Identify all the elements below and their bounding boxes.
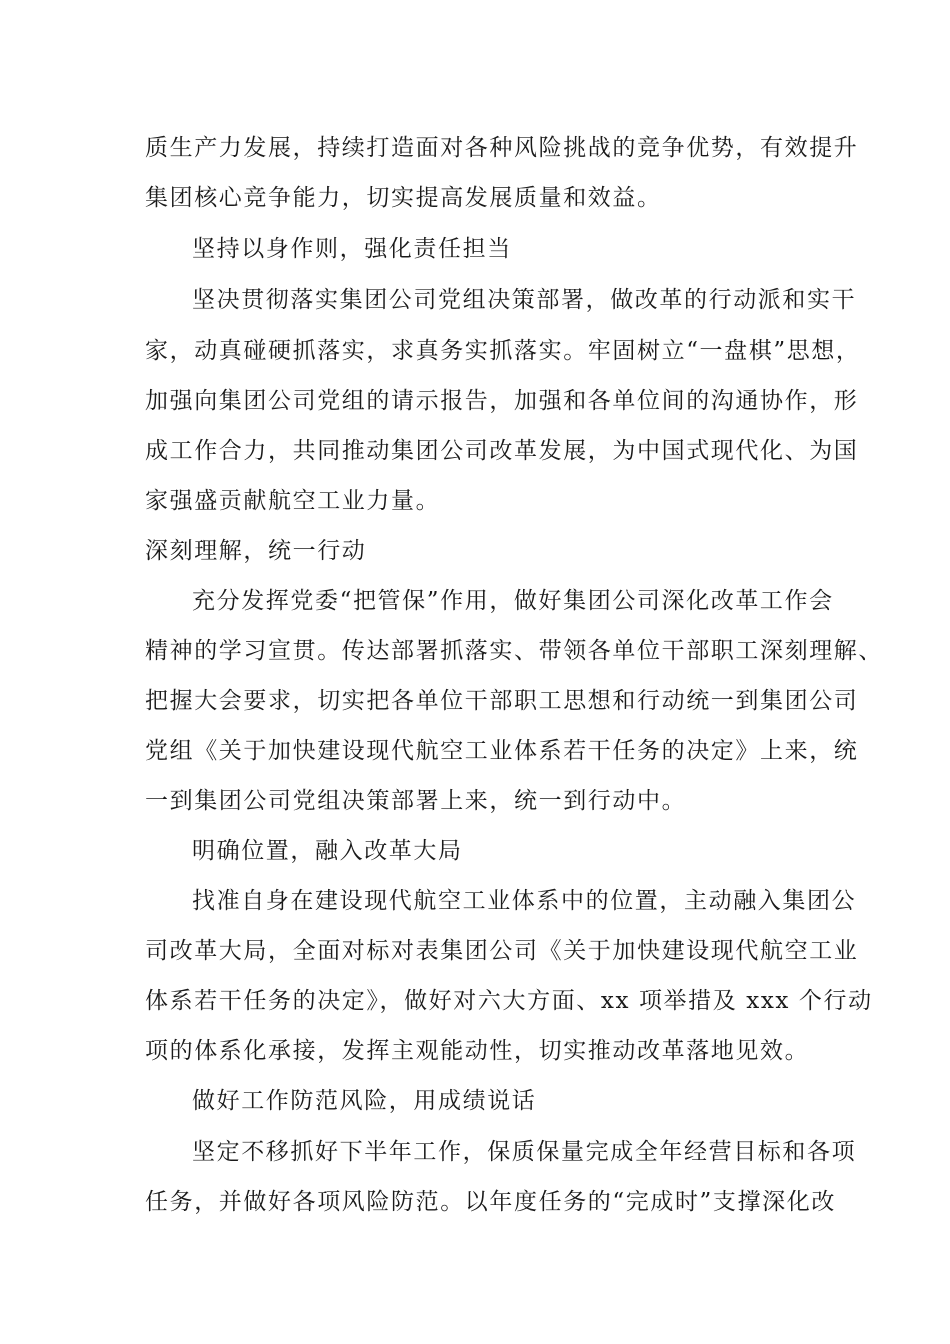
paragraph-first-line: 找准自身在建设现代航空工业体系中的位置，主动融入集团公	[192, 888, 857, 914]
section-heading: 明确位置，融入改革大局	[192, 838, 463, 864]
body-text-line: 家强盛贡献航空工业力量。	[145, 488, 441, 514]
body-text-line: 成工作合力，共同推动集团公司改革发展，为中国式现代化、为国	[145, 438, 859, 464]
paragraph-first-line: 坚决贯彻落实集团公司党组决策部署，做改革的行动派和实干	[192, 287, 857, 313]
body-text-line: 把握大会要求，切实把各单位干部职工思想和行动统一到集团公司	[145, 688, 859, 714]
body-text-line: 任务，并做好各项风险防范。以年度任务的“完成时”支撑深化改	[145, 1189, 836, 1215]
body-text-line: 项的体系化承接，发挥主观能动性，切实推动改革落地见效。	[145, 1038, 810, 1064]
body-text-line: 司改革大局，全面对标对表集团公司《关于加快建设现代航空工业	[145, 938, 859, 964]
body-text-line: 精神的学习宣贯。传达部署抓落实、带领各单位干部职工深刻理解、	[145, 638, 883, 664]
body-text-line: 家，动真碰硬抓落实，求真务实抓落实。牢固树立“一盘棋”思想，	[145, 338, 861, 364]
section-heading: 深刻理解，统一行动	[145, 538, 367, 564]
body-text-line: 加强向集团公司党组的请示报告，加强和各单位间的沟通协作，形	[145, 388, 859, 414]
body-text-line: 集团核心竞争能力，切实提高发展质量和效益。	[145, 185, 662, 211]
body-text-line: 体系若干任务的决定》，做好对六大方面、xx 项举措及 xxx 个行动	[145, 988, 873, 1014]
section-heading: 做好工作防范风险，用成绩说话	[192, 1088, 537, 1114]
body-text-line: 质生产力发展，持续打造面对各种风险挑战的竞争优势，有效提升	[145, 135, 859, 161]
paragraph-first-line: 坚定不移抓好下半年工作，保质保量完成全年经营目标和各项	[192, 1139, 857, 1165]
section-heading: 坚持以身作则，强化责任担当	[192, 236, 512, 262]
paragraph-first-line: 充分发挥党委“把管保”作用，做好集团公司深化改革工作会	[192, 588, 834, 614]
body-text-line: 一到集团公司党组决策部署上来，统一到行动中。	[145, 788, 687, 814]
body-text-line: 党组《关于加快建设现代航空工业体系若干任务的决定》上来，统	[145, 738, 859, 764]
